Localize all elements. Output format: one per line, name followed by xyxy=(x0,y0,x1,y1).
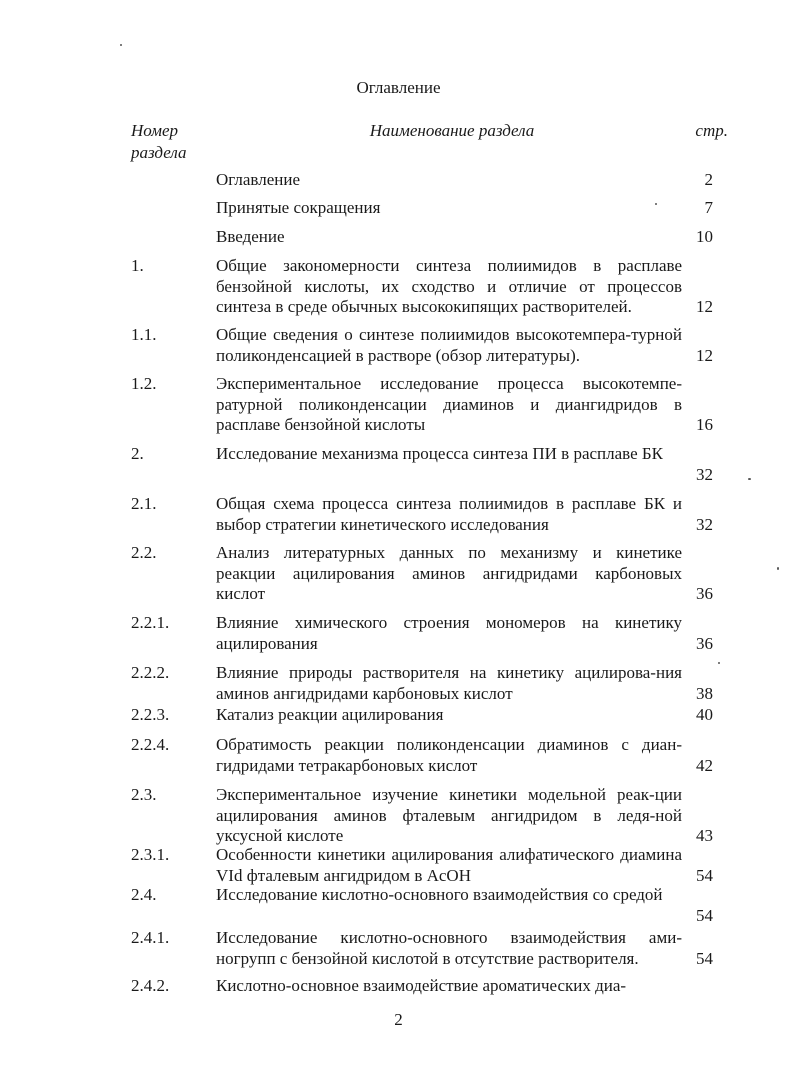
toc-entry xyxy=(0,928,797,969)
scan-speck xyxy=(718,662,720,664)
header-number-line1: Номер xyxy=(131,121,179,140)
toc-entry-page: 36 xyxy=(696,584,713,603)
toc-entry-title: Общие закономерности синтеза полиимидов в расплаве бензойной кислоты, их сходство и отличие от процессов синтеза в среде обычных высококипящих растворителей. xyxy=(216,256,682,316)
toc-entry-title: Влияние химического строения мономеров на кинетику ацилирования xyxy=(216,613,682,653)
toc-entry-title: Введение xyxy=(216,227,285,246)
toc-entry xyxy=(0,705,797,726)
toc-entry-number: 2.2.1. xyxy=(131,613,170,632)
toc-entry-title: Кислотно-основное взаимодействие ароматических диа- xyxy=(216,976,627,995)
toc-entry-title: Общая схема процесса синтеза полиимидов в расплаве БК и выбор стратегии кинетического исследования xyxy=(216,494,682,534)
toc-entry xyxy=(0,170,797,191)
toc-entry-number: 2.4.2. xyxy=(131,976,170,995)
toc-entry-number: 2.3. xyxy=(131,785,157,804)
toc-entry-number: 2.4.1. xyxy=(131,928,170,947)
toc-entry-title: Экспериментальное изучение кинетики модельной реак-ции ацилирования аминов фталевым ангидридом в ледя-ной уксусной кислоте xyxy=(216,785,682,845)
toc-entry-title: Принятые сокращения xyxy=(216,198,381,217)
toc-entry-number: 1. xyxy=(131,256,144,275)
toc-entry-page: 54 xyxy=(696,905,713,925)
toc-entry xyxy=(0,976,797,997)
toc-entry-page: 54 xyxy=(696,948,713,968)
toc-entry-page: 10 xyxy=(696,227,713,246)
toc-entry-title: Исследование кислотно-основного взаимодействия ами-ногрупп с бензойной кислотой в отсутствие растворителя. xyxy=(216,928,682,968)
toc-entry xyxy=(0,444,797,485)
toc-entry-page: 36 xyxy=(696,633,713,653)
scan-speck xyxy=(748,478,751,480)
toc-entry-page: 7 xyxy=(704,198,713,217)
scan-speck xyxy=(655,203,657,205)
toc-entry-title: Экспериментальное исследование процесса высокотемпе-ратурной поликонденсации диаминов и диангидридов в расплаве бензойной кислоты xyxy=(216,374,682,434)
toc-entry xyxy=(0,198,797,219)
toc-entry-page: 12 xyxy=(696,345,713,365)
toc-entry-title: Оглавление xyxy=(216,170,300,189)
header-section-name: Наименование раздела xyxy=(369,121,535,140)
toc-entry-number: 1.2. xyxy=(131,374,157,393)
scan-speck xyxy=(120,44,122,46)
toc-entry xyxy=(0,543,797,605)
toc-entry xyxy=(0,374,797,436)
header-number-line2: раздела xyxy=(131,143,187,162)
toc-entry-title: Влияние природы растворителя на кинетику ацилирова-ния аминов ангидридами карбоновых кислот xyxy=(216,663,682,703)
toc-entry xyxy=(0,613,797,654)
toc-entry-title: Анализ литературных данных по механизму и кинетике реакции ацилирования аминов ангидридами карбоновых кислот xyxy=(216,543,682,603)
header-section-number xyxy=(131,120,211,164)
toc-entry xyxy=(0,845,797,886)
toc-entry-title: Исследование механизма процесса синтеза ПИ в расплаве БК xyxy=(216,444,663,463)
toc-entry-page: 32 xyxy=(696,464,713,484)
page-title: Оглавление xyxy=(356,78,441,97)
toc-entry-number: 2.2.2. xyxy=(131,663,170,682)
toc-entry-title: Обратимость реакции поликонденсации диаминов с диан-гидридами тетракарбоновых кислот xyxy=(216,735,682,775)
toc-entry xyxy=(0,227,797,248)
toc-entry-number: 2.2. xyxy=(131,543,157,562)
page-number: 2 xyxy=(394,1010,403,1029)
toc-entry-page: 32 xyxy=(696,514,713,534)
toc-entry-page: 12 xyxy=(696,297,713,316)
toc-entry-number: 2.3.1. xyxy=(131,845,170,864)
toc-entry-page: 40 xyxy=(696,705,713,724)
toc-entry-number: 2.2.3. xyxy=(131,705,170,724)
toc-entry-page: 54 xyxy=(696,865,713,885)
toc-entry-title: Особенности кинетики ацилирования алифатического диамина VId фталевым ангидридом в AcOH xyxy=(216,845,682,885)
toc-entry-title: Общие сведения о синтезе полиимидов высокотемпера-турной поликонденсацией в растворе (обзор литературы). xyxy=(216,325,682,365)
toc-entry xyxy=(0,494,797,535)
toc-entry-page: 43 xyxy=(696,826,713,845)
toc-entry-number: 1.1. xyxy=(131,325,157,344)
toc-entry xyxy=(0,735,797,776)
toc-entry-number: 2. xyxy=(131,444,144,463)
scan-speck xyxy=(777,567,779,570)
toc-entry-number: 2.2.4. xyxy=(131,735,170,754)
toc-entry xyxy=(0,785,797,847)
toc-entry-page: 2 xyxy=(704,170,713,189)
toc-entry-page: 38 xyxy=(696,683,713,703)
toc-entry-number: 2.1. xyxy=(131,494,157,513)
toc-entry-number: 2.4. xyxy=(131,885,157,904)
toc-entry-page: 16 xyxy=(696,415,713,434)
toc-entry xyxy=(0,885,797,926)
toc-entry xyxy=(0,256,797,318)
toc-entry xyxy=(0,325,797,366)
toc-entry-title: Исследование кислотно-основного взаимодействия со средой xyxy=(216,885,663,904)
toc-entry-title: Катализ реакции ацилирования xyxy=(216,705,444,724)
toc-entry-page: 42 xyxy=(696,755,713,775)
toc-entry xyxy=(0,663,797,704)
header-page: стр. xyxy=(695,121,728,140)
